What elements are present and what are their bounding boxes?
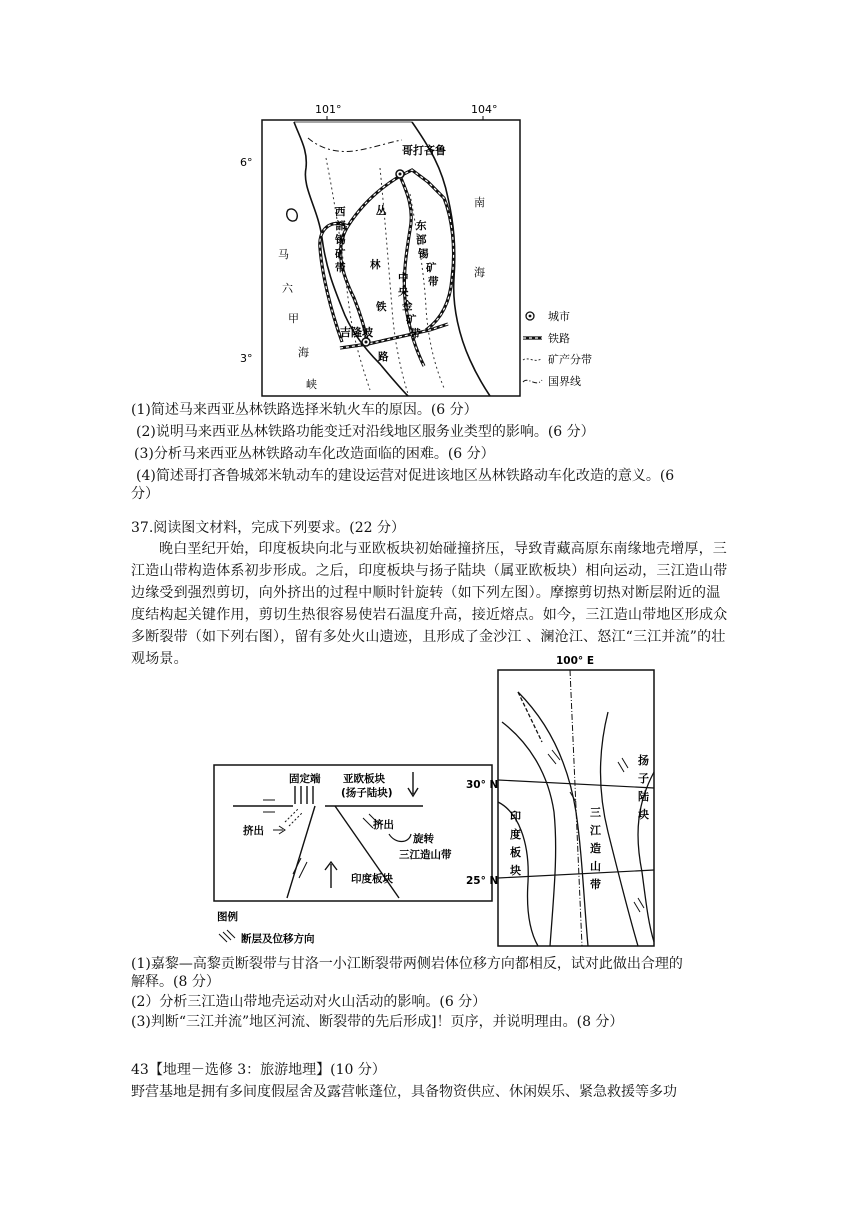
svg-text:子: 子: [638, 772, 649, 785]
q36-item-4-line2: 分）: [131, 486, 159, 502]
label-kuala-lumpur: 吉隆坡: [340, 326, 373, 339]
legend-fault-displacement: 断层及位移方向: [241, 933, 315, 945]
q37-item-1-line2: 解释。(8 分）: [131, 974, 220, 990]
label-eurasia-plate: 亚欧板块: [343, 773, 385, 785]
svg-text:甲: 甲: [288, 312, 299, 325]
label-yangtze-block: (扬子陆块): [341, 787, 393, 799]
q37-heading: 37.阅读图文材料，完成下列要求。(22 分）: [131, 520, 405, 536]
mineral-belt-west: [326, 158, 370, 390]
svg-text:部: 部: [416, 234, 427, 246]
label-east-tin-belt: [416, 219, 439, 288]
label-100E: 100° E: [556, 655, 594, 667]
label-sanjiang-orogen: [589, 806, 602, 891]
svg-text:东: 东: [416, 220, 427, 232]
label-rotate: 旋转: [413, 833, 434, 845]
svg-text:扬: 扬: [638, 754, 649, 767]
q37-material: 晚白垩纪开始，印度板块向北与亚欧板块初始碰撞挤压，导致青藏高原东南缘地壳增厚，三江造山带构造体系初步形成。之后，印度板块与扬子陆块（属亚欧板块）相向运动，三江造山带边缘受到强烈剪切，向外挤出的过程中顺时针旋转（如下列左图）。摩擦剪切热对断层附近的温度结构起关键作用，剪切生热很容易使岩石温度升高，接近熔点。如今，三江造山带地区形成众多断裂带（如下列右图），留有多处火山遗迹，且形成了金沙江 、澜沧江、怒江“三江并流”的壮观场景。: [131, 541, 728, 667]
parallel-30N: [498, 780, 654, 788]
svg-text:带: 带: [590, 878, 601, 891]
svg-text:矿: 矿: [406, 314, 417, 326]
q37-item-1-line1: (1)嘉黎—高黎贡断裂带与甘洛一小江断裂带两侧岩体位移方向都相反，试对此做出合理的: [131, 956, 683, 972]
label-fixed-end: 固定端: [289, 773, 321, 785]
malaysia-railway-map-svg: [230, 98, 620, 400]
legend-border-icon: [523, 380, 542, 383]
fault-map-frame: [498, 670, 654, 946]
svg-text:带: 带: [428, 276, 439, 288]
legend-title: 图例: [217, 911, 238, 923]
svg-text:板: 板: [510, 846, 521, 859]
svg-text:造: 造: [590, 842, 601, 855]
lon-label-101: 101°: [315, 103, 342, 116]
malaysia-railway-map: [230, 98, 620, 400]
legend-mineral-icon: [523, 358, 542, 360]
q37-item-2: (2）分析三江造山带地壳运动对火山活动的影响。(6 分）: [131, 994, 487, 1010]
label-25N: 25° N: [466, 875, 499, 887]
svg-text:中: 中: [398, 272, 409, 284]
label-30N: 30° N: [466, 779, 499, 791]
label-india-plate: 印度板块: [351, 873, 393, 885]
legend-city: 城市: [548, 310, 570, 323]
lat-label-6: 6°: [240, 156, 253, 169]
fault-displacement-icon-2: [293, 858, 307, 878]
svg-text:南: 南: [474, 196, 485, 209]
label-extrude-left: 挤出: [243, 825, 264, 837]
svg-text:峡: 峡: [306, 378, 317, 391]
svg-text:山: 山: [590, 860, 601, 873]
fault-lines: [498, 692, 654, 946]
svg-text:铁: 铁: [376, 301, 387, 313]
q36-item-1: (1)简述马来西亚丛林铁路选择米轨火车的原因。(6 分）: [131, 402, 478, 418]
q36-item-3: (3)分析马来西亚丛林铁路动车化改造面临的困难。(6 分）: [134, 446, 495, 462]
svg-text:央: 央: [398, 286, 409, 298]
q43-line-1: 野营基地是拥有多间度假屋舍及露营帐蓬位，具备物资供应、休闲娱乐、紧急救援等多功: [131, 1084, 677, 1100]
q37-item-3: (3)判断“三江并流”地区河流、断裂带的先后形成]！页序，并说明理由。(8 分）: [131, 1014, 624, 1030]
label-extrude-right: 挤出: [373, 819, 394, 831]
legend-mineral: 矿产分带: [548, 353, 592, 366]
svg-text:印: 印: [510, 810, 521, 823]
svg-text:丛: 丛: [376, 205, 387, 217]
svg-text:六: 六: [282, 282, 293, 295]
q36-item-2: (2)说明马来西亚丛林铁路功能变迁对沿线地区服务业类型的影响。(6 分）: [136, 424, 595, 440]
svg-text:西: 西: [335, 206, 346, 218]
label-sanjiang-belt: 三江造山带: [399, 849, 452, 861]
svg-text:块: 块: [638, 808, 649, 821]
svg-text:锡: 锡: [418, 248, 429, 260]
island: [287, 209, 298, 221]
fault-map-svg: [458, 652, 668, 952]
coastline: [294, 122, 490, 396]
label-india-block: [510, 809, 521, 877]
svg-text:带: 带: [335, 262, 346, 274]
svg-text:部: 部: [335, 220, 346, 232]
svg-text:海: 海: [474, 266, 485, 279]
svg-text:马: 马: [278, 248, 289, 261]
label-malacca-strait: [278, 248, 317, 391]
svg-text:路: 路: [378, 351, 389, 363]
fault-legend-icon: [219, 930, 235, 942]
map1-legend: [523, 310, 592, 388]
svg-text:矿: 矿: [426, 262, 437, 274]
svg-text:陆: 陆: [638, 790, 649, 803]
svg-text:矿: 矿: [335, 248, 346, 260]
svg-text:度: 度: [510, 828, 521, 841]
label-kota-bharu: 哥打吝鲁: [402, 144, 446, 157]
fault-left-diagonal: [287, 806, 315, 898]
downward-arrow-icon: [408, 772, 418, 796]
legend-railway: 铁路: [548, 332, 570, 345]
legend-border: 国界线: [548, 375, 581, 388]
svg-text:江: 江: [590, 824, 601, 837]
q36-item-4-line1: (4)简述哥打吝鲁城郊米轨动车的建设运营对促进该地区丛林铁路动车化改造的意义。(6: [136, 468, 675, 484]
svg-text:海: 海: [298, 346, 309, 359]
parallel-25N: [498, 870, 654, 878]
svg-text:林: 林: [370, 259, 381, 271]
label-south-china-sea: [474, 196, 485, 279]
rotation-arc-icon: [389, 834, 411, 842]
extrude-left-arrow-icon: [273, 826, 285, 834]
national-border: [308, 138, 402, 152]
svg-text:三: 三: [590, 806, 601, 819]
label-west-tin-belt: [335, 205, 346, 274]
q43-heading: 43【地理－选修 3：旅游地理】(10 分）: [131, 1062, 386, 1078]
lat-label-3: 3°: [240, 352, 253, 365]
meridian-100E: [570, 670, 582, 946]
fixed-end-arrows: [295, 786, 313, 804]
q37-right-figure: [458, 652, 668, 952]
svg-text:锡: 锡: [335, 234, 346, 246]
lon-label-104: 104°: [471, 103, 498, 116]
label-central-gold-belt: [398, 271, 421, 340]
upward-arrow-icon: [325, 862, 337, 888]
svg-text:金: 金: [402, 300, 413, 312]
svg-text:块: 块: [510, 864, 521, 877]
svg-text:带: 带: [410, 328, 421, 340]
